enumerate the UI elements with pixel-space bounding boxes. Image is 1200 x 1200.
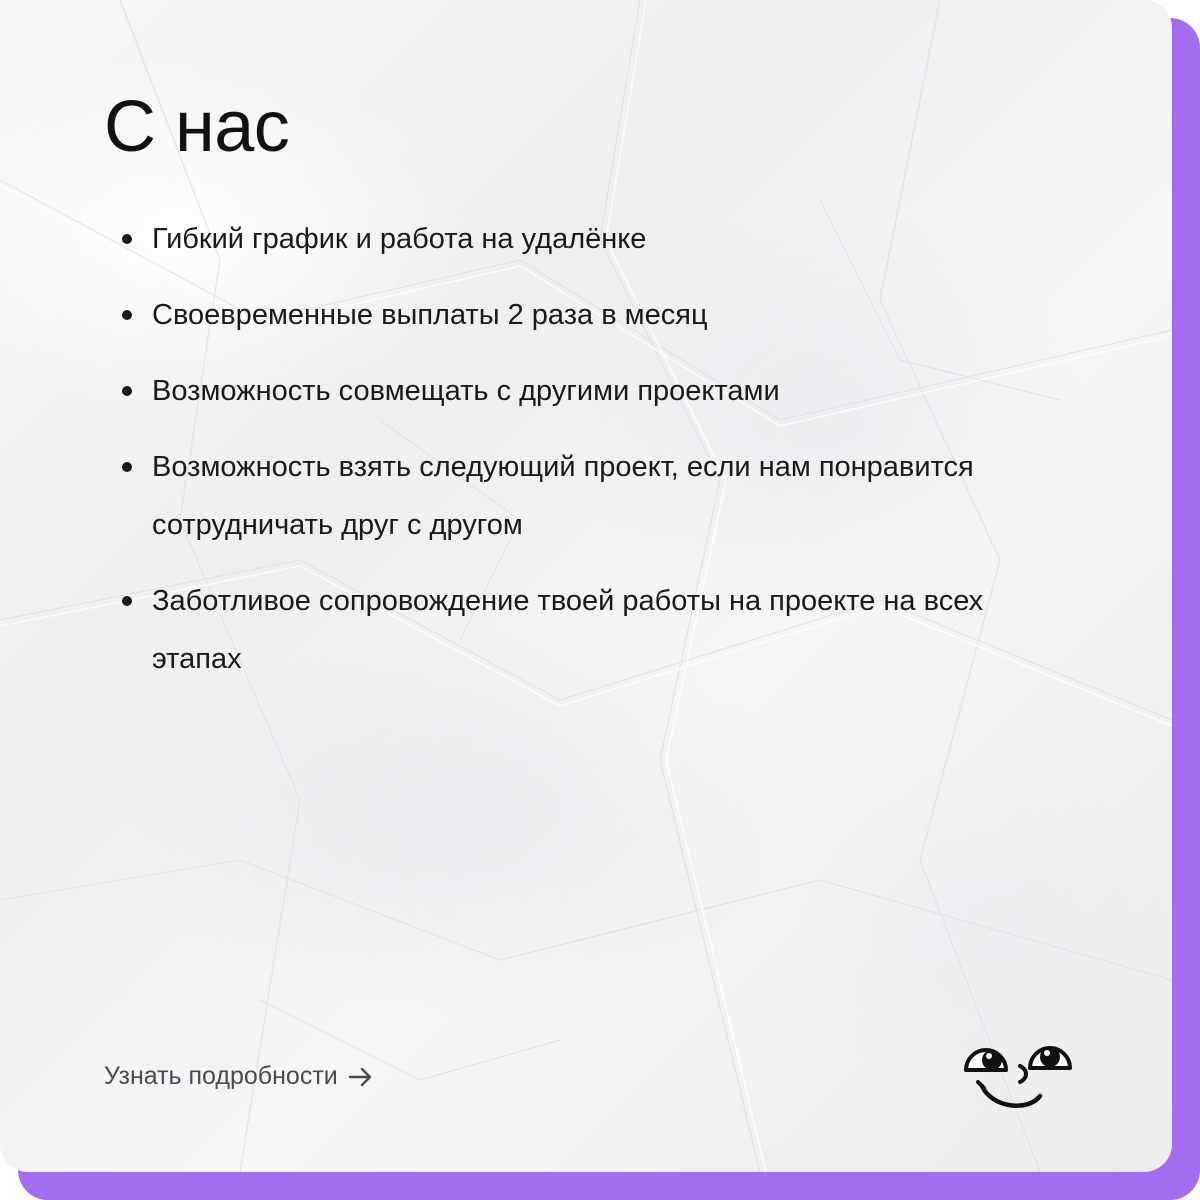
list-item [118,210,998,268]
list-item [118,362,998,420]
benefit-text: Возможность взять следующий проект, если нам понравится сотрудничать друг с другом [152,451,974,541]
list-item [118,572,998,688]
bullet-icon [122,310,132,320]
benefit-text: Своевременные выплаты 2 раза в месяц [152,299,708,331]
arrow-right-icon [348,1066,374,1088]
benefit-text: Возможность совмещать с другими проектами [152,375,780,407]
page-title: С нас [104,87,290,167]
smiley-face-icon [958,1036,1074,1120]
learn-more-label: Узнать подробности [104,1062,338,1090]
list-item [118,438,998,554]
bullet-icon [122,462,132,472]
benefits-list [118,210,998,706]
benefit-text: Заботливое сопровождение твоей работы на проекте на всех этапах [152,585,984,675]
bullet-icon [122,386,132,396]
bullet-icon [122,234,132,244]
benefit-text: Гибкий график и работа на удалёнке [152,223,647,255]
learn-more-link[interactable] [104,1062,374,1091]
bullet-icon [122,596,132,606]
list-item [118,286,998,344]
